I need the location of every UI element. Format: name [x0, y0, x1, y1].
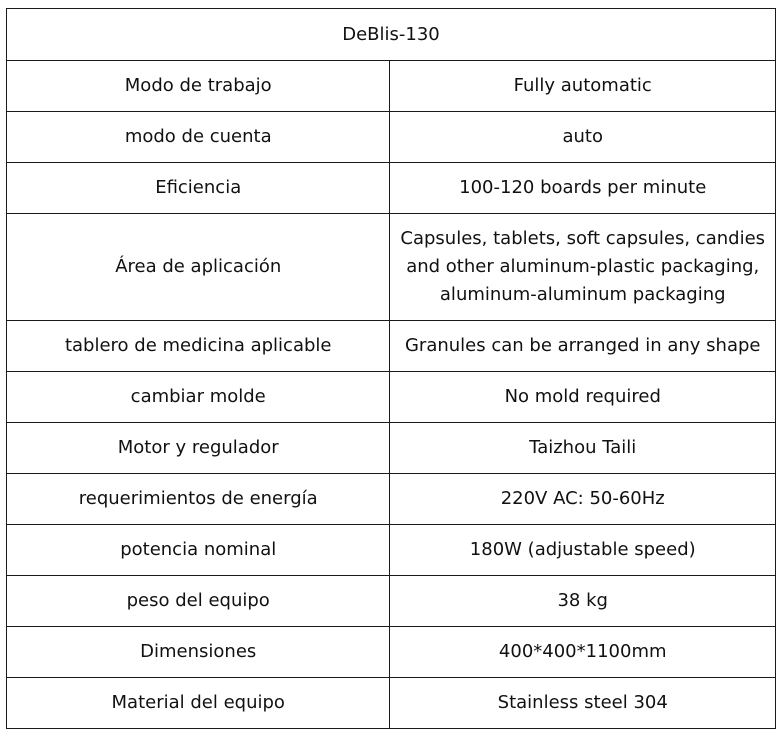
table-row — [7, 321, 776, 372]
table-row — [7, 372, 776, 423]
row-value: Stainless steel 304 — [390, 678, 776, 729]
row-value: Granules can be arranged in any shape — [390, 321, 776, 372]
row-value: auto — [390, 112, 776, 163]
table-row — [7, 214, 776, 321]
row-value: 38 kg — [390, 576, 776, 627]
row-value: Capsules, tablets, soft capsules, candies and other aluminum-plastic packaging, aluminum-aluminum packaging — [390, 214, 776, 321]
row-value: 220V AC: 50-60Hz — [390, 474, 776, 525]
table-row — [7, 423, 776, 474]
title-row — [7, 9, 776, 61]
row-label: cambiar molde — [7, 372, 390, 423]
table-row — [7, 474, 776, 525]
row-value: Fully automatic — [390, 61, 776, 112]
row-label: tablero de medicina aplicable — [7, 321, 390, 372]
row-label: Área de aplicación — [7, 214, 390, 321]
row-label: Dimensiones — [7, 627, 390, 678]
row-label: Motor y regulador — [7, 423, 390, 474]
row-label: Eficiencia — [7, 163, 390, 214]
row-label: Modo de trabajo — [7, 61, 390, 112]
row-value: Taizhou Taili — [390, 423, 776, 474]
table-row — [7, 61, 776, 112]
row-value: 100-120 boards per minute — [390, 163, 776, 214]
table-row — [7, 112, 776, 163]
row-label: peso del equipo — [7, 576, 390, 627]
row-label: Material del equipo — [7, 678, 390, 729]
row-value: 180W (adjustable speed) — [390, 525, 776, 576]
table-row — [7, 627, 776, 678]
spec-table — [6, 8, 776, 729]
row-value: 400*400*1100mm — [390, 627, 776, 678]
table-row — [7, 525, 776, 576]
row-label: requerimientos de energía — [7, 474, 390, 525]
row-value: No mold required — [390, 372, 776, 423]
table-title: DeBlis-130 — [7, 9, 776, 61]
table-row — [7, 163, 776, 214]
row-label: potencia nominal — [7, 525, 390, 576]
row-label: modo de cuenta — [7, 112, 390, 163]
table-row — [7, 678, 776, 729]
table-row — [7, 576, 776, 627]
